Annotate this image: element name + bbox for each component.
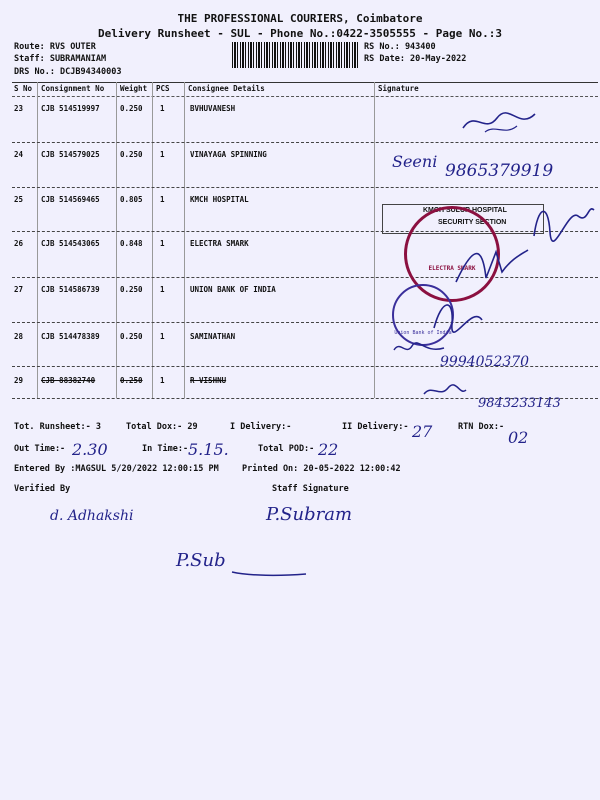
- row24-phone: 9865379919: [445, 161, 554, 181]
- column-divider: [37, 82, 38, 398]
- column-divider: [116, 82, 117, 398]
- row-consignment: CJB 514586739: [41, 285, 100, 294]
- row-weight: 0.250: [120, 285, 143, 294]
- row-sno: 26: [14, 239, 24, 248]
- row-divider: [12, 142, 598, 143]
- tot-runsheet: Tot. Runsheet:- 3: [14, 422, 101, 432]
- extra-signature: P.Sub: [176, 550, 226, 571]
- row23-signature-icon: [455, 100, 545, 140]
- ii-delivery: II Delivery:-: [342, 422, 409, 432]
- row-consignee: VINAYAGA SPINNING: [190, 150, 267, 159]
- row-pcs: 1: [160, 150, 165, 159]
- drs-number: DRS No.: DCJB94340003: [14, 67, 122, 77]
- table-top-border: [12, 82, 598, 83]
- row-pcs: 1: [160, 376, 165, 385]
- column-divider: [152, 82, 153, 398]
- row-sno: 24: [14, 150, 24, 159]
- row-pcs: 1: [160, 195, 165, 204]
- rtn-dox: RTN Dox:-: [458, 422, 505, 432]
- i-delivery: I Delivery:-: [230, 422, 292, 432]
- row-consignee: BVHUVANESH: [190, 104, 236, 113]
- row25-signature-icon: [528, 196, 598, 244]
- staff-signature-label: Staff Signature: [272, 484, 349, 494]
- route-label: Route: RVS OUTER: [14, 42, 96, 52]
- row-consignment: CJB 514519997: [41, 104, 100, 113]
- row-weight: 0.805: [120, 195, 143, 204]
- row-sno: 23: [14, 104, 24, 113]
- row-consignee: SAMINATHAN: [190, 332, 236, 341]
- row-weight: 0.250: [120, 332, 143, 341]
- row-sno: 25: [14, 195, 24, 204]
- in-time-label: In Time:-: [142, 444, 189, 454]
- row28-phone: 9994052370: [440, 354, 530, 370]
- row-sno: 27: [14, 285, 24, 294]
- stamp-line-1: KMCH SULUR HOSPITAL: [423, 207, 507, 214]
- row-consignee: R VISHNU: [190, 376, 227, 385]
- table-header-divider: [12, 96, 598, 97]
- row-consignee: UNION BANK OF INDIA: [190, 285, 276, 294]
- out-time-label: Out Time:-: [14, 444, 66, 454]
- column-header-consignee: Consignee Details: [188, 84, 265, 93]
- row-pcs: 1: [160, 104, 165, 113]
- row24-signature: Seeni: [392, 152, 438, 171]
- row27-signature-icon: [428, 290, 488, 336]
- verified-by-label: Verified By: [14, 484, 71, 494]
- column-header-consignment: Consignment No: [41, 84, 105, 93]
- ii-delivery-value: 27: [412, 422, 433, 441]
- row-consignment: CJB 514478389: [41, 332, 100, 341]
- rs-date: RS Date: 20-May-2022: [364, 54, 467, 64]
- row29-phone: 9843233143: [478, 396, 561, 411]
- row-weight: 0.250: [120, 104, 143, 113]
- total-dox: Total Dox:- 29: [126, 422, 198, 432]
- row-weight: 0.848: [120, 239, 143, 248]
- column-divider: [184, 82, 185, 398]
- verified-signature: d. Adhakshi: [50, 508, 134, 524]
- entered-by: Entered By :MAGSUL 5/20/2022 12:00:15 PM: [14, 464, 219, 474]
- total-pod-label: Total POD:-: [258, 444, 315, 454]
- document-subtitle: Delivery Runsheet - SUL - Phone No.:0422-3505555 - Page No.:3: [98, 27, 502, 40]
- row-weight: 0.250: [120, 376, 143, 385]
- row-pcs: 1: [160, 332, 165, 341]
- rtn-dox-value: 02: [508, 428, 529, 447]
- row-consignee: KMCH HOSPITAL: [190, 195, 249, 204]
- stamp-line-2: SECURITY SECTION: [438, 219, 507, 226]
- row-sno: 28: [14, 332, 24, 341]
- row-consignment: CJB 514579025: [41, 150, 100, 159]
- column-divider: [374, 82, 375, 398]
- column-header-weight: Weight: [120, 84, 148, 93]
- row-consignment: CJB 88382740: [41, 376, 96, 385]
- row-pcs: 1: [160, 239, 165, 248]
- out-time-value: 2.30: [72, 440, 108, 459]
- barcode-icon: [232, 42, 358, 68]
- in-time-value: 5.15.: [188, 440, 229, 459]
- round-stamp-text: ELECTRA SMARK: [428, 265, 476, 272]
- column-header-pcs: PCS: [156, 84, 170, 93]
- rs-number: RS No.: 943400: [364, 42, 436, 52]
- column-header-signature: Signature: [378, 84, 419, 93]
- column-header-sno: S No: [14, 84, 33, 93]
- row29-signature-icon: [420, 380, 470, 402]
- printed-on: Printed On: 20-05-2022 12:00:42: [242, 464, 401, 474]
- signature-underline-icon: [230, 566, 310, 580]
- document-title: THE PROFESSIONAL COURIERS, Coimbatore: [177, 12, 423, 25]
- row-consignment: CJB 514543065: [41, 239, 100, 248]
- row26-signature-icon: [452, 238, 532, 288]
- row-consignee: ELECTRA SMARK: [190, 239, 249, 248]
- bank-stamp-text: Union Bank of India: [394, 330, 452, 336]
- total-pod-value: 22: [318, 440, 339, 459]
- row-pcs: 1: [160, 285, 165, 294]
- staff-label: Staff: SUBRAMANIAM: [14, 54, 107, 64]
- row-weight: 0.250: [120, 150, 143, 159]
- row-divider: [12, 322, 598, 323]
- row-sno: 29: [14, 376, 24, 385]
- row-consignment: CJB 514569465: [41, 195, 100, 204]
- row-divider: [12, 187, 598, 188]
- staff-signature: P.Subram: [266, 504, 353, 525]
